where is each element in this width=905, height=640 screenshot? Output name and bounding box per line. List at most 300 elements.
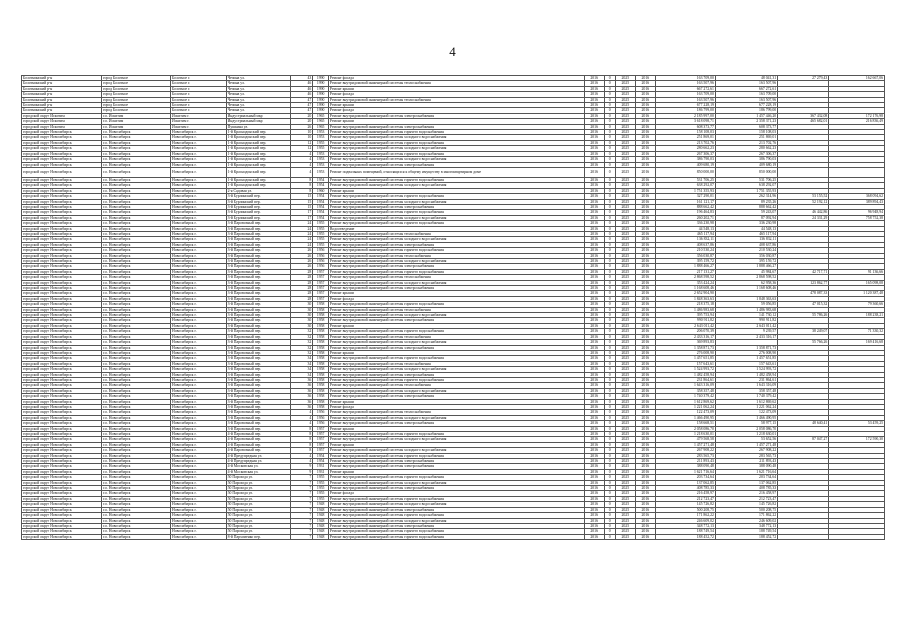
table-cell: 0 (604, 92, 615, 97)
table-cell: Ремонт крыши (328, 426, 584, 431)
table-cell: Ремонт внутридомовой инженерной системы электроснабжения (328, 345, 584, 350)
table-cell: 231 864,61 (655, 377, 715, 382)
table-cell: 2025 (615, 81, 635, 86)
table-cell: Ремонт внутридомовой инженерной системы электроснабжения (328, 394, 584, 399)
table-cell: 50 Парохода ул. (226, 496, 291, 501)
table-cell: г.о. Новосибирск (102, 210, 171, 215)
table-cell: Ремонт внутридомовой инженерной системы горячего водоснабжения (328, 529, 584, 534)
table-cell: городской округ Новосибирск (22, 421, 102, 426)
table-cell: Новосибирск г. (171, 491, 227, 496)
table-cell: 2025 (615, 383, 635, 388)
table-cell: 2025 (615, 204, 635, 209)
table-cell: 1954 (313, 453, 329, 458)
table-cell: 1958 (313, 329, 329, 334)
table-cell: Ремонт внутридомовой инженерной системы теплоснабжения (328, 97, 584, 102)
table-cell: 15 (291, 194, 313, 199)
table-cell: 7 (291, 513, 313, 518)
table-cell: 2025 (615, 361, 635, 366)
table-cell: 408 637,86 (655, 242, 715, 247)
table-cell: 2025 (615, 491, 635, 496)
table-cell: 0 (604, 388, 615, 393)
table-cell: 2025 (615, 108, 635, 113)
table-cell: городской округ Новосибирск (22, 404, 102, 409)
table-cell: 3-й Паровозный пер. (226, 275, 291, 280)
table-cell: 24 (291, 242, 313, 247)
table-cell: 2016 (584, 480, 604, 485)
table-cell: 356 030,87 (655, 253, 715, 258)
table-cell: 2016 (584, 394, 604, 399)
table-cell: городской округ Новосибирск (22, 242, 102, 247)
table-cell: Новосибирск г. (171, 280, 227, 285)
table-cell: 2016 (635, 318, 655, 323)
table-cell: 0 (604, 151, 615, 156)
table-cell: Болотнинский р-н (22, 81, 102, 86)
table-cell: 0 (604, 361, 615, 366)
table-cell: 53 652,56 (715, 437, 777, 442)
table-cell: Ремонт внутридомовой инженерной системы горячего водоснабжения (328, 221, 584, 226)
table-cell: городской округ Новосибирск (22, 507, 102, 512)
table-cell: 2025 (615, 442, 635, 447)
table-cell: 2016 (635, 415, 655, 420)
table-cell: городской округ Новосибирск (22, 135, 102, 140)
table-cell: Ремонт внутридомовой инженерной системы теплоснабжения (328, 361, 584, 366)
table-cell: 677 228,19 (655, 103, 715, 108)
table-cell: г.о. Новосибирск (102, 372, 171, 377)
table-cell: 2016 (635, 361, 655, 366)
table-cell: 1 848 363,63 (655, 296, 715, 301)
table-cell: 2025 (615, 226, 635, 231)
table-cell: 32 (291, 334, 313, 339)
table-cell: Новосибирск г. (171, 237, 227, 242)
table-cell: 218 375,18 (655, 302, 715, 307)
table-cell: 2025 (615, 253, 635, 258)
table-cell: 1957 (313, 432, 329, 437)
table-cell: городской округ Новосибирск (22, 146, 102, 151)
table-cell: 212 723,47 (655, 496, 715, 501)
table-cell: г.о. Новосибирск (102, 226, 171, 231)
table-cell: 478 087,33 (778, 291, 829, 296)
table-cell: городской округ Новосибирск (22, 188, 102, 193)
table-cell: г.о. Новосибирск (102, 242, 171, 247)
table-cell: 59 243,07 (715, 210, 777, 215)
table-cell: 58 977,15 (715, 421, 777, 426)
table-cell: Ремонт крыши (328, 291, 584, 296)
table-cell: 7 (291, 518, 313, 523)
table-cell: 1-й Краснодонский пер. (226, 183, 291, 188)
table-cell: 260 202,71 (655, 215, 715, 220)
table-cell: Новосибирск г. (171, 350, 227, 355)
table-cell: 3-й Паровозный пер. (226, 226, 291, 231)
table-cell: 158 668,51 (655, 421, 715, 426)
table-cell: 2016 (635, 421, 655, 426)
table-cell: 2025 (615, 291, 635, 296)
table-cell: Новосибирск г. (171, 248, 227, 253)
table-cell: Новосибирск г. (171, 523, 227, 528)
table-cell: 0 (604, 215, 615, 220)
table-cell: 283 565,73 (715, 453, 777, 458)
table-cell: 50 Парохода ул. (226, 523, 291, 528)
table-cell: Ремонт внутридомовой инженерной системы холодного водоснабжения (328, 215, 584, 220)
table-cell: 24 (291, 231, 313, 236)
table-cell: 32 (291, 340, 313, 345)
table-cell: 45 984,67 (715, 269, 777, 274)
table-cell: 2025 (615, 113, 635, 118)
table-cell: 2016 (635, 151, 655, 156)
table-cell: 2025 (615, 437, 635, 442)
table-cell: 0 (604, 480, 615, 485)
table-cell: 1955 (313, 237, 329, 242)
table-cell: Болотное г. (171, 97, 227, 102)
table-cell: 2016 (584, 426, 604, 431)
table-cell: 2025 (615, 372, 635, 377)
table-cell: Новосибирск г. (171, 167, 227, 177)
table-cell: городской округ Новосибирск (22, 269, 102, 274)
table-cell: 2016 (635, 491, 655, 496)
table-cell: 1953 (313, 167, 329, 177)
table-cell: 2016 (584, 502, 604, 507)
table-cell: 203 734,64 (715, 475, 777, 480)
table-cell: городской округ Новосибирск (22, 157, 102, 162)
table-cell: г.о. Новосибирск (102, 167, 171, 177)
table-cell: 1-й Краснодонский пер. (226, 157, 291, 162)
table-cell: 2016 (584, 334, 604, 339)
table-cell: 212 723,47 (715, 496, 777, 501)
table-cell: 1 888 466,27 (655, 264, 715, 269)
table-cell: 0 (604, 97, 615, 102)
table-cell: 246 609,02 (655, 518, 715, 523)
table-cell: 3-й Паровозный пер. (226, 307, 291, 312)
table-cell: 465 117,94 (715, 231, 777, 236)
table-cell: Новосибирск г. (171, 534, 227, 539)
table-cell: 3-й Паровозный пер. (226, 367, 291, 372)
table-cell: 1954 (313, 199, 329, 204)
table-cell: Новосибирск г. (171, 502, 227, 507)
table-cell: 2016 (635, 275, 655, 280)
table-cell: город Болотное (102, 92, 171, 97)
table-cell: г.о. Новосибирск (102, 286, 171, 291)
table-cell: 2016 (635, 486, 655, 491)
table-cell: 2016 (635, 496, 655, 501)
table-cell: 162 667,06 (829, 76, 885, 81)
table-cell: 216 836,49 (829, 119, 885, 124)
table-cell: 3-й Паровозный пер. (226, 372, 291, 377)
table-cell: Новосибирск г. (171, 437, 227, 442)
table-cell: 2025 (615, 313, 635, 318)
table-cell: Болотнинский р-н (22, 108, 102, 113)
table-cell: 1957 (313, 442, 329, 447)
table-cell: 3-й Паровозный пер. (226, 237, 291, 242)
table-cell: 2016 (584, 459, 604, 464)
table-cell: 2016 (635, 383, 655, 388)
table-cell: 2 058 086,70 (715, 426, 777, 431)
table-cell: 2016 (584, 231, 604, 236)
table-cell: 0 (604, 167, 615, 177)
table-cell: 0 (604, 86, 615, 91)
table-cell: 1-й Краснодонский пер. (226, 177, 291, 182)
table-cell: 0 (604, 119, 615, 124)
table-cell: 48 041,31 (715, 76, 777, 81)
table-cell: 2016 (584, 442, 604, 447)
table-cell: городской округ Новосибирск (22, 237, 102, 242)
table-cell: 4-й Паровозный пер. (226, 448, 291, 453)
table-cell: 2016 (635, 399, 655, 404)
table-cell: 1958 (313, 350, 329, 355)
table-cell: 2016 (635, 291, 655, 296)
table-cell: 122 473,09 (715, 410, 777, 415)
table-cell: 2 185 997,00 (655, 113, 715, 118)
table-cell: 1958 (313, 399, 329, 404)
table-cell: 0 (604, 280, 615, 285)
table-cell: 165 098,08 (829, 280, 885, 285)
table-cell: 1956 (313, 248, 329, 253)
table-cell: 2025 (615, 242, 635, 247)
table-cell: 2016 (635, 475, 655, 480)
table-cell: 2016 (584, 162, 604, 167)
table-cell: 2025 (615, 318, 635, 323)
table-cell: 1948 (313, 529, 329, 534)
table-cell: 163 709,00 (655, 92, 715, 97)
table-cell: Новосибирск г. (171, 188, 227, 193)
table-cell: 0 (604, 286, 615, 291)
table-cell: 2025 (615, 275, 635, 280)
table-cell: 3-й Паровозный пер. (226, 318, 291, 323)
table-cell: 267 306,37 (655, 151, 715, 156)
table-cell: 2016 (584, 491, 604, 496)
table-cell: 0 (604, 313, 615, 318)
table-cell: 1954 (313, 194, 329, 199)
table-cell: 2016 (635, 459, 655, 464)
table-cell: 2025 (615, 426, 635, 431)
table-cell: г.о. Новосибирск (102, 350, 171, 355)
table-cell: 10 (291, 135, 313, 140)
table-cell: г.о. Новосибирск (102, 432, 171, 437)
table-cell: 0 (604, 491, 615, 496)
table-cell: Ремонт внутридомовой инженерной системы горячего водоснабжения (328, 210, 584, 215)
table-cell: городской округ Новосибирск (22, 464, 102, 469)
table-cell: 28 (291, 296, 313, 301)
table-cell: 348 772,13 (655, 523, 715, 528)
table-cell: 2016 (584, 356, 604, 361)
table-cell: 1958 (313, 372, 329, 377)
table-cell: 2016 (584, 140, 604, 145)
table-cell: Новосибирск г. (171, 415, 227, 420)
table-cell: 1 621 716,64 (655, 469, 715, 474)
table-cell: 0 (604, 103, 615, 108)
table-cell: 2025 (615, 502, 635, 507)
table-cell: городской округ Новосибирск (22, 486, 102, 491)
page-number: 4 (449, 44, 456, 59)
table-cell: 4 (291, 157, 313, 162)
table-cell: Новосибирск г. (171, 329, 227, 334)
table-cell: 2016 (635, 345, 655, 350)
table-cell: 2016 (584, 523, 604, 528)
table-cell: 2025 (615, 513, 635, 518)
table-cell: 2016 (635, 130, 655, 135)
table-cell: 408 785,33 (715, 486, 777, 491)
table-cell: Ремонт внутридомовой инженерной системы горячего водоснабжения (328, 248, 584, 253)
table-cell: 2016 (584, 486, 604, 491)
table-cell: г.о. Новосибирск (102, 237, 171, 242)
table-cell: Новосибирск г. (171, 469, 227, 474)
table-cell: 0 (604, 237, 615, 242)
table-cell: 2025 (615, 162, 635, 167)
table-cell: 1954 (313, 459, 329, 464)
table-cell: 34 (291, 361, 313, 366)
table-cell: 388 090,48 (655, 464, 715, 469)
table-cell: г.о. Новосибирск (102, 442, 171, 447)
table-cell: 2025 (615, 135, 635, 140)
table-cell: 4-й Предупредная ул. (226, 459, 291, 464)
table-cell: 2016 (584, 97, 604, 102)
table-cell: Новосибирск г. (171, 286, 227, 291)
table-cell: городской округ Новосибирск (22, 253, 102, 258)
table-cell: 2016 (635, 469, 655, 474)
table-cell: 1955 (313, 496, 329, 501)
table-cell: городской округ Новосибирск (22, 367, 102, 372)
table-cell: 36 (291, 399, 313, 404)
table-cell: г.о. Новосибирск (102, 135, 171, 140)
table-cell: 4-й Московская ул. (226, 464, 291, 469)
table-cell: 667 272,61 (655, 86, 715, 91)
table-cell: 2025 (615, 280, 635, 285)
table-cell: 2016 (635, 253, 655, 258)
table-cell: 2 433 316,17 (655, 334, 715, 339)
table-cell (778, 534, 829, 539)
table-cell: Ремонт внутридомовой инженерной системы горячего водоснабжения (328, 496, 584, 501)
table-cell: 2025 (615, 496, 635, 501)
table-cell: 7 (291, 502, 313, 507)
table-cell: 2016 (635, 534, 655, 539)
table-cell: 0 (604, 264, 615, 269)
table-cell: городской округ Искитим (22, 124, 102, 129)
table-cell: 2016 (584, 226, 604, 231)
table-cell: 8-й Пархоменко пер. (226, 534, 291, 539)
table-cell: 1953 (313, 135, 329, 140)
table-cell: Ремонт внутридомовой инженерной системы холодного водоснабжения (328, 259, 584, 264)
table-cell: г.о. Новосибирск (102, 534, 171, 539)
table-cell: 3-й Бурлинский пер. (226, 215, 291, 220)
table-cell: 2016 (584, 448, 604, 453)
table-cell: 2025 (615, 523, 635, 528)
table-cell: 409 680,19 (655, 162, 715, 167)
table-cell: 1 751 355,93 (715, 188, 777, 193)
table-cell: 0 (604, 302, 615, 307)
table-cell: Новосибирск г. (171, 194, 227, 199)
table-cell: 2025 (615, 210, 635, 215)
table-cell: 2016 (584, 529, 604, 534)
table-cell: Индустриальный мкр (226, 113, 291, 118)
table-cell: 1953 (313, 157, 329, 162)
table-cell: 137 062,85 (715, 480, 777, 485)
table-cell: 15 (291, 199, 313, 204)
table-cell: 28 (291, 269, 313, 274)
table-cell: Новосибирск г. (171, 518, 227, 523)
table-cell: 172 590,30 (829, 437, 885, 442)
table-cell: город Болотное (102, 108, 171, 113)
table-cell: 26 (291, 253, 313, 258)
table-cell: 1956 (313, 410, 329, 415)
table-cell: 7 (291, 480, 313, 485)
table-cell: 2016 (635, 518, 655, 523)
table-cell: 251 869,01 (715, 135, 777, 140)
table-cell: 2016 (635, 124, 655, 129)
table-cell: 1958 (313, 394, 329, 399)
table-cell: Болотное г. (171, 86, 227, 91)
table-cell: г.о. Новосибирск (102, 140, 171, 145)
table-cell: 2 868 598,52 (715, 275, 777, 280)
table-cell: 2016 (584, 86, 604, 91)
table-cell: 36 (291, 383, 313, 388)
table-cell: Ремонт внутридомовой инженерной системы горячего водоснабжения (328, 302, 584, 307)
table-cell: 246 609,02 (715, 518, 777, 523)
table-cell: Новосибирск г. (171, 345, 227, 350)
table-cell: 2016 (635, 248, 655, 253)
table-cell: г.о. Новосибирск (102, 496, 171, 501)
table-cell: 3-й Паровозный пер. (226, 242, 291, 247)
table-cell: 2025 (615, 124, 635, 129)
table-cell: Чечина ул. (226, 86, 291, 91)
table-cell: г.о. Новосибирск (102, 356, 171, 361)
table-cell: Новосибирск г. (171, 204, 227, 209)
table-cell: 2025 (615, 334, 635, 339)
table-cell: город Болотное (102, 76, 171, 81)
table-cell: Ремонт внутридомовой инженерной системы электроснабжения (328, 124, 584, 129)
table-cell: г.о. Новосибирск (102, 404, 171, 409)
table-cell: г.о. Новосибирск (102, 221, 171, 226)
table-cell: городской округ Новосибирск (22, 275, 102, 280)
table-cell: 1 486 983,68 (715, 307, 777, 312)
table-cell: город Болотное (102, 81, 171, 86)
table-cell: 3-й Паровозный пер. (226, 329, 291, 334)
table-cell: 4 (291, 421, 313, 426)
table-cell: 2025 (615, 421, 635, 426)
table-cell: 4 (291, 415, 313, 420)
table-cell: 2025 (615, 264, 635, 269)
table-cell: 91 136,66 (829, 269, 885, 274)
table-cell: 3-й Паровозный пер. (226, 394, 291, 399)
table-cell: 50 Парохода ул. (226, 475, 291, 480)
table-cell: 1 120 387,48 (829, 291, 885, 296)
table-cell: Ремонт внутридомовой инженерной системы горячего водоснабжения (328, 453, 584, 458)
table-cell: 2016 (584, 296, 604, 301)
table-cell: 1 848 363,63 (715, 296, 777, 301)
table-cell: г.о. Новосибирск (102, 130, 171, 135)
table-cell: 1 457 271,48 (715, 442, 777, 447)
table-cell: 0 (604, 383, 615, 388)
table-cell: 409 680,19 (715, 162, 777, 167)
table-cell: Искитим г. (171, 124, 227, 129)
table-cell: 17 (291, 215, 313, 220)
table-cell: 8 (291, 437, 313, 442)
table-cell: 2016 (584, 469, 604, 474)
table-cell: 2016 (584, 432, 604, 437)
table-cell: Новосибирск г. (171, 199, 227, 204)
table-cell: г.о. Новосибирск (102, 529, 171, 534)
table-cell: г.о. Новосибирск (102, 248, 171, 253)
table-cell: 1954 (313, 183, 329, 188)
table-cell: 44 548,13 (715, 226, 777, 231)
table-body (22, 76, 885, 540)
table-cell: 0 (604, 410, 615, 415)
table-cell: городской округ Новосибирск (22, 442, 102, 447)
table-cell: 188 238,21 (829, 313, 885, 318)
table-cell: 1957 (313, 296, 329, 301)
table-cell: 1948 (313, 523, 329, 528)
table-cell: 2016 (584, 264, 604, 269)
table-cell: 9 (291, 464, 313, 469)
table-cell: 1958 (313, 345, 329, 350)
table-cell: Ремонт внутридомовой инженерной системы теплоснабжения (328, 81, 584, 86)
